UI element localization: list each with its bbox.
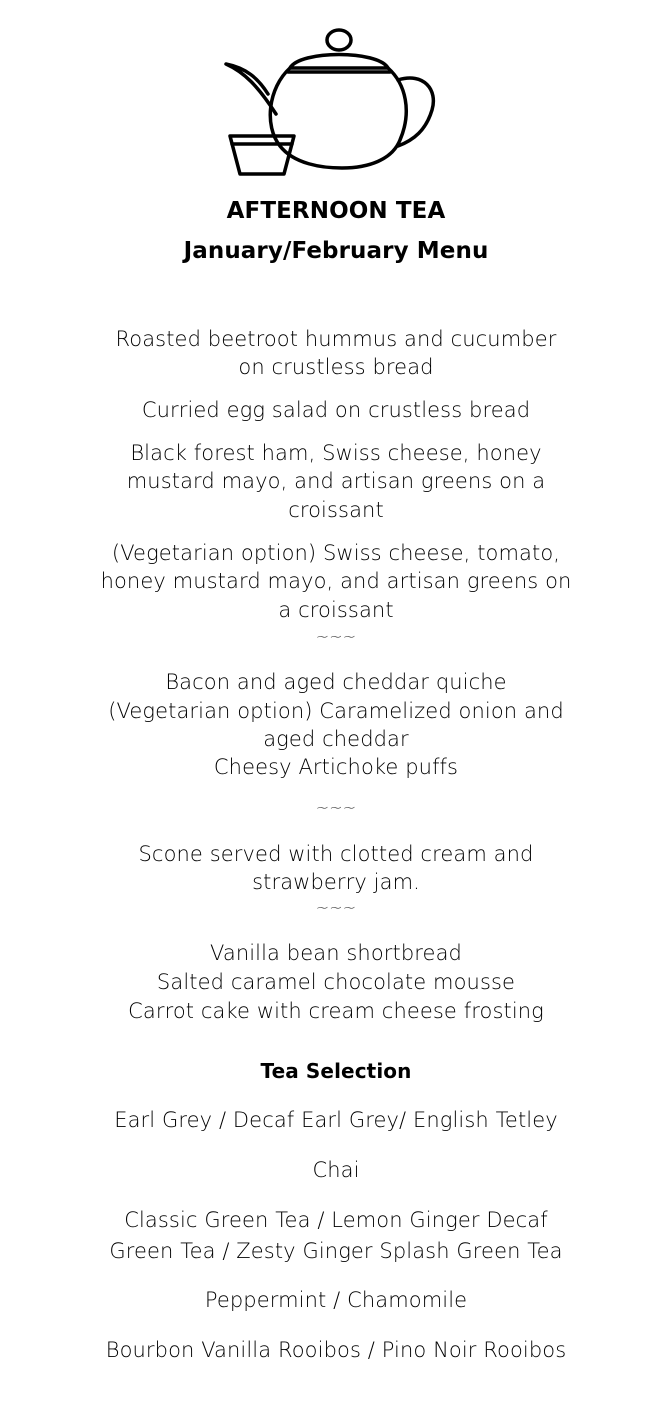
tea-item: Chai xyxy=(312,1158,360,1182)
menu-item: croissant xyxy=(288,498,384,522)
menu-item: Roasted beetroot hummus and cucumber xyxy=(115,327,557,351)
menu-item: Curried egg salad on crustless bread xyxy=(141,398,531,422)
menu-item: a croissant xyxy=(278,598,394,622)
menu-item: Carrot cake with cream cheese frosting xyxy=(128,999,544,1023)
menu-item: on crustless bread xyxy=(238,355,434,379)
menu-item: Salted caramel chocolate mousse xyxy=(156,970,516,994)
section-separator: ~~~ xyxy=(315,898,357,917)
tea-item: Classic Green Tea / Lemon Ginger Decaf xyxy=(124,1208,548,1232)
teapot-icon xyxy=(218,22,442,184)
menu-item: strawberry jam. xyxy=(252,870,420,894)
menu-item: mustard mayo, and artisan greens on a xyxy=(126,469,546,493)
menu-title: AFTERNOON TEA xyxy=(226,198,446,224)
menu-item: Cheesy Artichoke puffs xyxy=(213,755,459,779)
tea-item: Peppermint / Chamomile xyxy=(204,1288,468,1312)
menu-item: honey mustard mayo, and artisan greens on xyxy=(100,569,572,593)
menu-item: aged cheddar xyxy=(263,727,409,751)
menu-item: Scone served with clotted cream and xyxy=(138,842,534,866)
menu-item: (Vegetarian option) Caramelized onion and xyxy=(108,699,564,723)
section-separator: ~~~ xyxy=(315,627,357,646)
menu-item: (Vegetarian option) Swiss cheese, tomato, xyxy=(111,541,561,565)
menu-item: Black forest ham, Swiss cheese, honey xyxy=(130,441,542,465)
tea-item: Earl Grey / Decaf Earl Grey/ English Tetley xyxy=(114,1108,558,1132)
tea-selection-heading: Tea Selection xyxy=(260,1059,412,1083)
menu-subtitle: January/February Menu xyxy=(183,238,489,264)
section-separator: ~~~ xyxy=(315,798,357,817)
menu-item: Vanilla bean shortbread xyxy=(210,941,462,965)
tea-item: Green Tea / Zesty Ginger Splash Green Tea xyxy=(109,1239,563,1263)
tea-item: Bourbon Vanilla Rooibos / Pino Noir Rooibos xyxy=(105,1338,567,1362)
menu-item: Bacon and aged cheddar quiche xyxy=(165,670,507,694)
